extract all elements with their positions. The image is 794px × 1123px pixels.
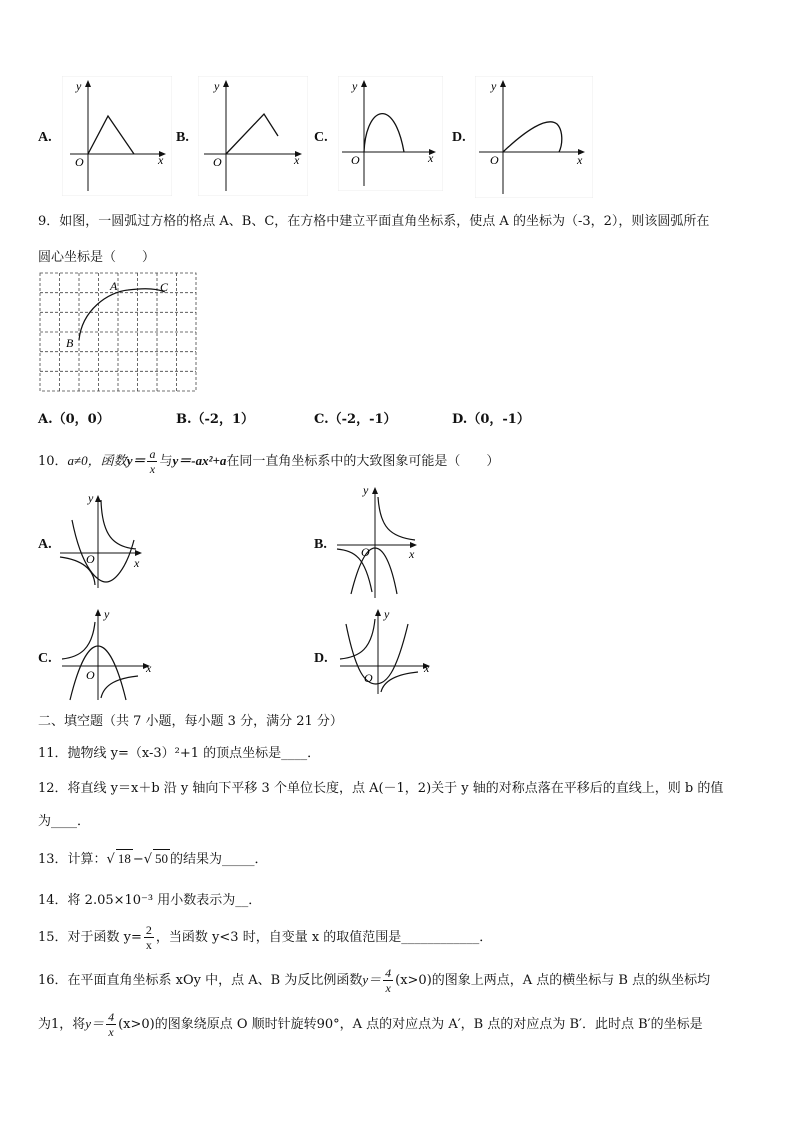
section2-heading: 二、填空题（共 7 小题，每小题 3 分，满分 21 分）	[38, 714, 343, 729]
q8-option-c-label: C.	[314, 130, 328, 145]
q8c-x: x	[428, 151, 434, 165]
q10-option-a-label: A.	[38, 537, 52, 552]
q8-option-b-label: B.	[176, 130, 189, 145]
q10-question: 10．a≠0，函数y＝ $\frac{a}{x}$ 与y＝-ax²+a在同一直角坐标系中的大致图象可能是（ ）	[38, 447, 500, 476]
q8d-x: x	[577, 153, 583, 167]
q8-option-a-label: A.	[38, 130, 52, 145]
q8a-origin: O	[75, 155, 84, 169]
q8-graph-a	[62, 76, 172, 196]
q9-text-line1: 9．如图，一圆弧过方格的格点 A、B、C，在方格中建立平面直角坐标系，使点 A 的坐标为（-3，2），则该圆弧所在	[38, 214, 710, 229]
q8b-x: x	[294, 153, 300, 167]
q10-graph-c	[60, 604, 158, 702]
q10c-y: y	[104, 607, 110, 621]
q12-line1: 12．将直线 y＝x＋b 沿 y 轴向下平移 3 个单位长度，点 A(－1，2)关于 y 轴的对称点落在平移后的直线上，则 b 的值	[38, 781, 724, 796]
q10d-origin: O	[364, 671, 373, 685]
q13-text: 13．计算：√ 18 −√ 50 的结果为_____．	[38, 851, 268, 867]
q10a-x: x	[134, 556, 140, 570]
q8b-y: y	[214, 79, 220, 93]
q10-graph-a	[58, 490, 150, 590]
q12-line2: 为____．	[38, 814, 91, 829]
q16-line2: 为1，将y＝ $\frac{4}{x}$ (x>0)的图象绕原点 O 顺时针旋转90°，A 点的对应点为 A′，B 点的对应点为 B′．此时点 B′的坐标是	[38, 1010, 703, 1039]
q10b-y: y	[363, 483, 369, 497]
q10-option-b-label: B.	[314, 537, 327, 552]
q8-graph-b	[198, 76, 308, 196]
q8c-y: y	[352, 79, 358, 93]
q9-option-d[interactable]: D.（0，-1）	[452, 412, 530, 427]
grid-label-a: A	[110, 279, 118, 293]
q8-graph-c	[338, 76, 443, 191]
q9-option-c[interactable]: C.（-2，-1）	[314, 412, 397, 427]
q10-graph-d	[338, 604, 434, 696]
q10d-y: y	[384, 607, 390, 621]
q9-option-a[interactable]: A.（0，0）	[38, 412, 110, 427]
q11-text: 11．抛物线 y=（x-3）²+1 的顶点坐标是____．	[38, 746, 321, 761]
q15-text: 15．对于函数 y= $\frac{2}{x}$ ，当函数 y<3 时，自变量 x 的取值范围是____________．	[38, 923, 493, 952]
q8-graph-d	[475, 76, 593, 198]
q8a-y: y	[76, 79, 82, 93]
q10a-origin: O	[86, 552, 95, 566]
q10b-x: x	[409, 547, 415, 561]
q10a-y: y	[88, 491, 94, 505]
q10-graph-b	[335, 482, 427, 600]
q10b-origin: O	[361, 545, 370, 559]
q14-text: 14．将 2.05×10⁻³ 用小数表示为__．	[38, 893, 262, 908]
q8b-origin: O	[213, 155, 222, 169]
q8-option-d-label: D.	[452, 130, 466, 145]
q8d-y: y	[491, 79, 497, 93]
q10c-x: x	[146, 661, 152, 675]
q8d-origin: O	[490, 153, 499, 167]
grid-label-b: B	[66, 336, 74, 350]
q10-option-d-label: D.	[314, 651, 328, 666]
q16-line1: 16．在平面直角坐标系 xOy 中，点 A、B 为反比例函数y＝ $\frac{4}{x}$ (x>0)的图象上两点，A 点的横坐标与 B 点的纵坐标均	[38, 966, 711, 995]
q10c-origin: O	[86, 668, 95, 682]
q10-option-c-label: C.	[38, 651, 52, 666]
q8a-x: x	[158, 153, 164, 167]
q10d-x: x	[424, 661, 430, 675]
q9-option-b[interactable]: B.（-2，1）	[176, 412, 255, 427]
q9-text-line2: 圆心坐标是（ ）	[38, 250, 156, 265]
grid-label-c: C	[160, 280, 169, 294]
q8c-origin: O	[351, 153, 360, 167]
q9-grid-figure	[38, 270, 200, 394]
